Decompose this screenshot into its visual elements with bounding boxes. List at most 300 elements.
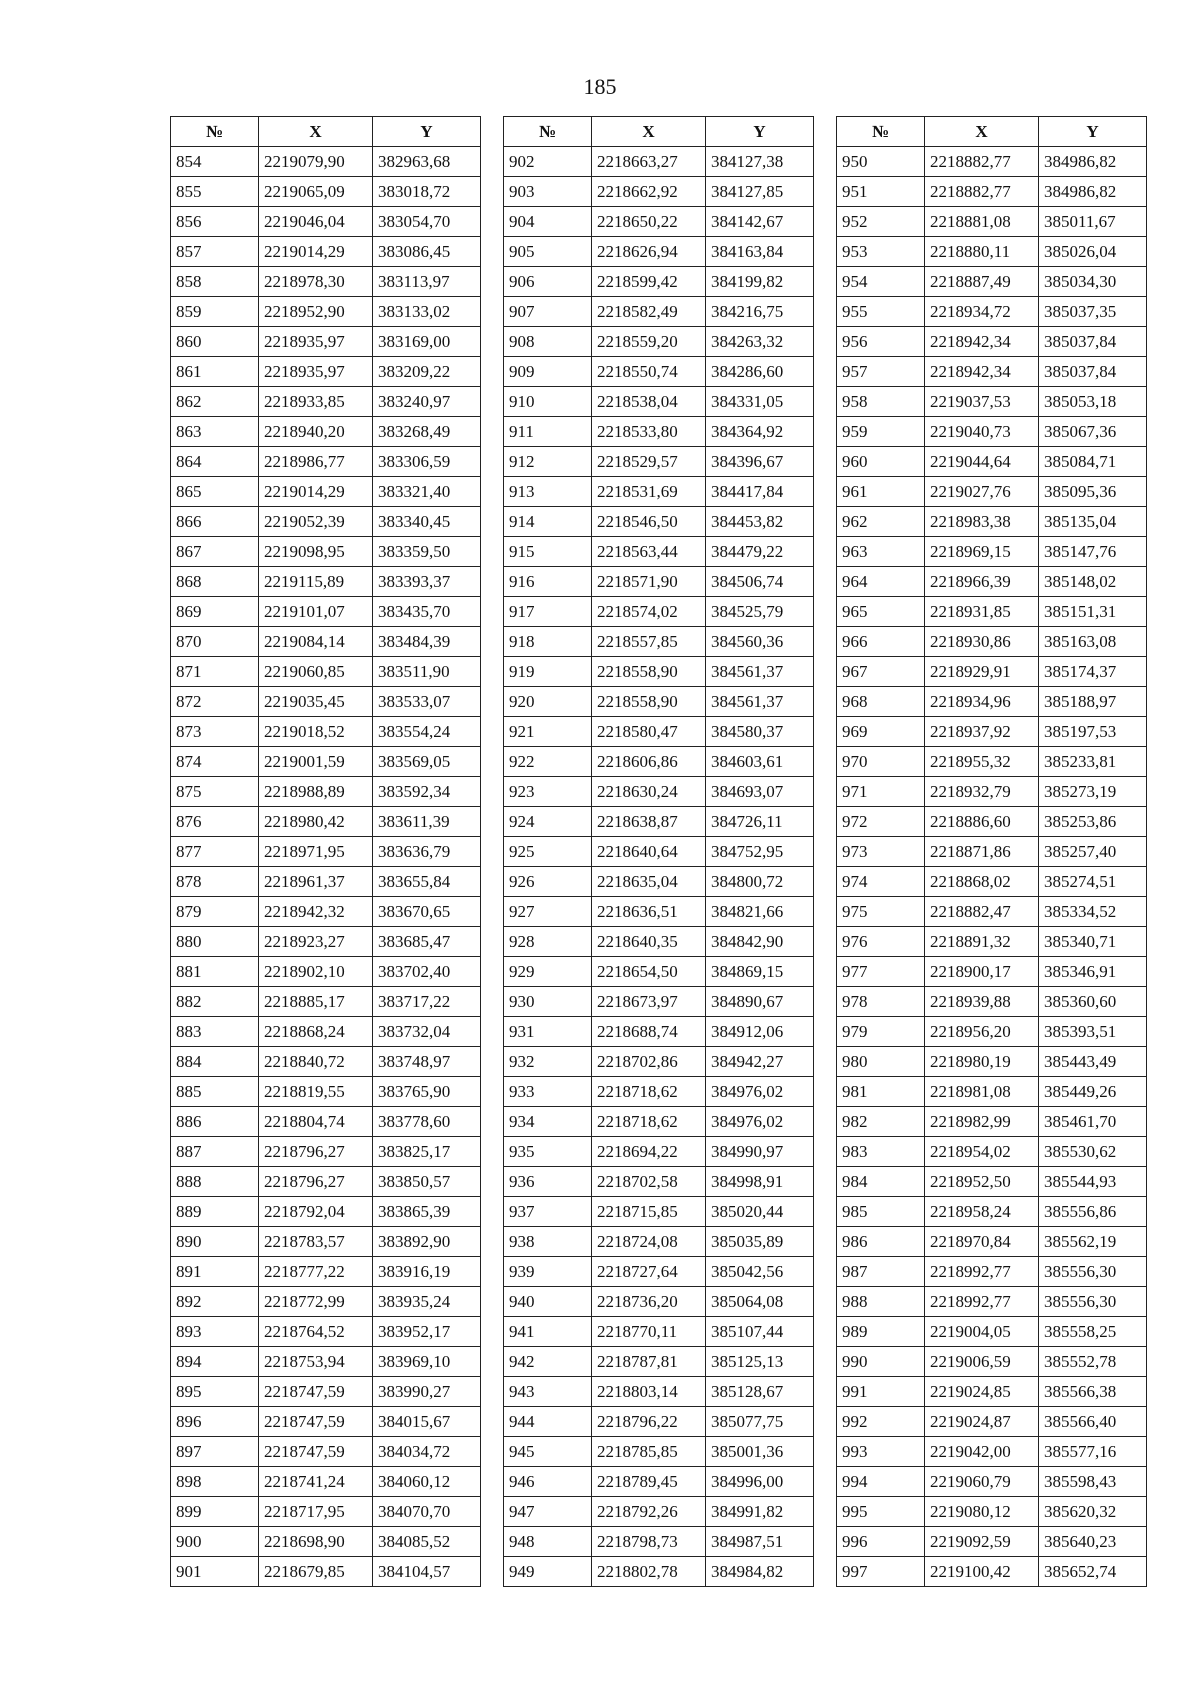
x-coordinate-cell: 2218942,34 — [925, 327, 1039, 357]
y-coordinate-cell: 384286,60 — [706, 357, 814, 387]
x-coordinate-cell: 2218900,17 — [925, 957, 1039, 987]
y-coordinate-cell: 384890,67 — [706, 987, 814, 1017]
table-row — [171, 1287, 481, 1317]
x-coordinate-cell: 2218971,95 — [259, 837, 373, 867]
y-coordinate-cell: 383825,17 — [373, 1137, 481, 1167]
y-coordinate-cell: 384976,02 — [706, 1107, 814, 1137]
y-coordinate-cell: 385556,30 — [1039, 1287, 1147, 1317]
y-coordinate-cell: 385135,04 — [1039, 507, 1147, 537]
x-coordinate-cell: 2218871,86 — [925, 837, 1039, 867]
table-row — [504, 627, 814, 657]
point-number-cell: 970 — [837, 747, 925, 777]
y-coordinate-cell: 383778,60 — [373, 1107, 481, 1137]
y-coordinate-cell: 385577,16 — [1039, 1437, 1147, 1467]
y-coordinate-cell: 383765,90 — [373, 1077, 481, 1107]
x-coordinate-cell: 2218640,35 — [592, 927, 706, 957]
table-row — [837, 927, 1147, 957]
y-coordinate-cell: 383732,04 — [373, 1017, 481, 1047]
point-number-cell: 950 — [837, 147, 925, 177]
table-row — [171, 897, 481, 927]
point-number-cell: 858 — [171, 267, 259, 297]
point-number-cell: 946 — [504, 1467, 592, 1497]
point-number-cell: 857 — [171, 237, 259, 267]
point-number-cell: 890 — [171, 1227, 259, 1257]
point-number-cell: 896 — [171, 1407, 259, 1437]
x-coordinate-cell: 2218626,94 — [592, 237, 706, 267]
table-row — [504, 207, 814, 237]
x-coordinate-cell: 2218978,30 — [259, 267, 373, 297]
y-coordinate-cell: 384800,72 — [706, 867, 814, 897]
point-number-cell: 996 — [837, 1527, 925, 1557]
point-number-cell: 995 — [837, 1497, 925, 1527]
point-number-cell: 953 — [837, 237, 925, 267]
table-body — [171, 147, 481, 1587]
point-number-cell: 974 — [837, 867, 925, 897]
point-number-cell: 900 — [171, 1527, 259, 1557]
point-number-cell: 899 — [171, 1497, 259, 1527]
y-coordinate-cell: 384417,84 — [706, 477, 814, 507]
table-row — [171, 1227, 481, 1257]
y-coordinate-cell: 385274,51 — [1039, 867, 1147, 897]
y-coordinate-cell: 383359,50 — [373, 537, 481, 567]
table-row — [837, 567, 1147, 597]
table-row — [837, 687, 1147, 717]
y-coordinate-cell: 384603,61 — [706, 747, 814, 777]
x-coordinate-cell: 2218582,49 — [592, 297, 706, 327]
point-number-cell: 937 — [504, 1197, 592, 1227]
point-number-cell: 856 — [171, 207, 259, 237]
point-number-cell: 945 — [504, 1437, 592, 1467]
x-coordinate-cell: 2218952,50 — [925, 1167, 1039, 1197]
table-row — [837, 1317, 1147, 1347]
x-coordinate-cell: 2219042,00 — [925, 1437, 1039, 1467]
point-number-cell: 877 — [171, 837, 259, 867]
table-row — [171, 627, 481, 657]
x-coordinate-cell: 2218840,72 — [259, 1047, 373, 1077]
x-coordinate-cell: 2219024,87 — [925, 1407, 1039, 1437]
point-number-cell: 960 — [837, 447, 925, 477]
x-coordinate-cell: 2218803,14 — [592, 1377, 706, 1407]
table-row — [504, 1287, 814, 1317]
point-number-cell: 941 — [504, 1317, 592, 1347]
y-coordinate-cell: 385544,93 — [1039, 1167, 1147, 1197]
x-coordinate-cell: 2218663,27 — [592, 147, 706, 177]
point-number-cell: 966 — [837, 627, 925, 657]
x-coordinate-cell: 2218969,15 — [925, 537, 1039, 567]
point-number-cell: 947 — [504, 1497, 592, 1527]
table-row — [504, 777, 814, 807]
table-row — [171, 1047, 481, 1077]
y-coordinate-cell: 383569,05 — [373, 747, 481, 777]
table-row — [504, 927, 814, 957]
table-row — [837, 897, 1147, 927]
x-coordinate-cell: 2218935,97 — [259, 357, 373, 387]
x-coordinate-cell: 2218931,85 — [925, 597, 1039, 627]
y-coordinate-cell: 383306,59 — [373, 447, 481, 477]
table-row — [837, 1557, 1147, 1587]
point-number-cell: 923 — [504, 777, 592, 807]
y-coordinate-cell: 385449,26 — [1039, 1077, 1147, 1107]
point-number-cell: 912 — [504, 447, 592, 477]
table-row — [171, 357, 481, 387]
x-coordinate-cell: 2218956,20 — [925, 1017, 1039, 1047]
point-number-cell: 880 — [171, 927, 259, 957]
y-coordinate-cell: 385067,36 — [1039, 417, 1147, 447]
x-coordinate-cell: 2218533,80 — [592, 417, 706, 447]
table-row — [171, 1077, 481, 1107]
point-number-cell: 932 — [504, 1047, 592, 1077]
x-coordinate-cell: 2219001,59 — [259, 747, 373, 777]
point-number-cell: 983 — [837, 1137, 925, 1167]
header-y: Y — [706, 117, 814, 147]
y-coordinate-cell: 384015,67 — [373, 1407, 481, 1437]
y-coordinate-cell: 384561,37 — [706, 657, 814, 687]
table-row — [837, 957, 1147, 987]
table-row — [837, 1347, 1147, 1377]
table-row — [837, 867, 1147, 897]
x-coordinate-cell: 2219040,73 — [925, 417, 1039, 447]
x-coordinate-cell: 2218747,59 — [259, 1407, 373, 1437]
table-row — [171, 1437, 481, 1467]
point-number-cell: 979 — [837, 1017, 925, 1047]
table-row — [504, 1167, 814, 1197]
point-number-cell: 993 — [837, 1437, 925, 1467]
y-coordinate-cell: 383702,40 — [373, 957, 481, 987]
x-coordinate-cell: 2218885,17 — [259, 987, 373, 1017]
table-row — [837, 657, 1147, 687]
table-row — [837, 627, 1147, 657]
x-coordinate-cell: 2218902,10 — [259, 957, 373, 987]
point-number-cell: 934 — [504, 1107, 592, 1137]
point-number-cell: 930 — [504, 987, 592, 1017]
x-coordinate-cell: 2218942,34 — [925, 357, 1039, 387]
table-row — [171, 207, 481, 237]
table-header-row — [171, 117, 481, 147]
y-coordinate-cell: 385566,38 — [1039, 1377, 1147, 1407]
x-coordinate-cell: 2218550,74 — [592, 357, 706, 387]
y-coordinate-cell: 383952,17 — [373, 1317, 481, 1347]
x-coordinate-cell: 2218717,95 — [259, 1497, 373, 1527]
y-coordinate-cell: 385077,75 — [706, 1407, 814, 1437]
point-number-cell: 982 — [837, 1107, 925, 1137]
point-number-cell: 906 — [504, 267, 592, 297]
point-number-cell: 882 — [171, 987, 259, 1017]
table-row — [171, 567, 481, 597]
y-coordinate-cell: 383133,02 — [373, 297, 481, 327]
point-number-cell: 868 — [171, 567, 259, 597]
point-number-cell: 895 — [171, 1377, 259, 1407]
point-number-cell: 968 — [837, 687, 925, 717]
point-number-cell: 948 — [504, 1527, 592, 1557]
x-coordinate-cell: 2219027,76 — [925, 477, 1039, 507]
x-coordinate-cell: 2218952,90 — [259, 297, 373, 327]
x-coordinate-cell: 2218789,45 — [592, 1467, 706, 1497]
table-row — [504, 147, 814, 177]
y-coordinate-cell: 385233,81 — [1039, 747, 1147, 777]
y-coordinate-cell: 384996,00 — [706, 1467, 814, 1497]
y-coordinate-cell: 385257,40 — [1039, 837, 1147, 867]
table-row — [837, 447, 1147, 477]
table-row — [171, 597, 481, 627]
y-coordinate-cell: 385148,02 — [1039, 567, 1147, 597]
y-coordinate-cell: 384396,67 — [706, 447, 814, 477]
table-row — [171, 1107, 481, 1137]
y-coordinate-cell: 385530,62 — [1039, 1137, 1147, 1167]
point-number-cell: 870 — [171, 627, 259, 657]
x-coordinate-cell: 2219052,39 — [259, 507, 373, 537]
table-row — [504, 237, 814, 267]
y-coordinate-cell: 384216,75 — [706, 297, 814, 327]
table-row — [171, 1257, 481, 1287]
point-number-cell: 917 — [504, 597, 592, 627]
table-row — [504, 1347, 814, 1377]
x-coordinate-cell: 2218970,84 — [925, 1227, 1039, 1257]
table-row — [171, 1317, 481, 1347]
point-number-cell: 909 — [504, 357, 592, 387]
y-coordinate-cell: 385197,53 — [1039, 717, 1147, 747]
y-coordinate-cell: 385128,67 — [706, 1377, 814, 1407]
x-coordinate-cell: 2218958,24 — [925, 1197, 1039, 1227]
x-coordinate-cell: 2218980,42 — [259, 807, 373, 837]
point-number-cell: 872 — [171, 687, 259, 717]
table-row — [171, 327, 481, 357]
table-row — [171, 777, 481, 807]
table-row — [837, 357, 1147, 387]
y-coordinate-cell: 385163,08 — [1039, 627, 1147, 657]
y-coordinate-cell: 383990,27 — [373, 1377, 481, 1407]
table-row — [171, 1527, 481, 1557]
y-coordinate-cell: 383484,39 — [373, 627, 481, 657]
x-coordinate-cell: 2218942,32 — [259, 897, 373, 927]
y-coordinate-cell: 385652,74 — [1039, 1557, 1147, 1587]
table-row — [837, 177, 1147, 207]
table-row — [504, 1377, 814, 1407]
table-row — [171, 1497, 481, 1527]
y-coordinate-cell: 383340,45 — [373, 507, 481, 537]
table-row — [504, 1107, 814, 1137]
point-number-cell: 908 — [504, 327, 592, 357]
x-coordinate-cell: 2219035,45 — [259, 687, 373, 717]
point-number-cell: 924 — [504, 807, 592, 837]
page-number: 185 — [583, 74, 617, 99]
y-coordinate-cell: 384263,32 — [706, 327, 814, 357]
x-coordinate-cell: 2218980,19 — [925, 1047, 1039, 1077]
y-coordinate-cell: 384034,72 — [373, 1437, 481, 1467]
table-row — [837, 1047, 1147, 1077]
point-number-cell: 910 — [504, 387, 592, 417]
table-row — [504, 1527, 814, 1557]
x-coordinate-cell: 2218992,77 — [925, 1287, 1039, 1317]
point-number-cell: 984 — [837, 1167, 925, 1197]
table-row — [837, 237, 1147, 267]
point-number-cell: 883 — [171, 1017, 259, 1047]
table-row — [837, 207, 1147, 237]
table-row — [504, 1407, 814, 1437]
table-body — [837, 147, 1147, 1587]
table-row — [171, 1407, 481, 1437]
table-row — [837, 807, 1147, 837]
point-number-cell: 864 — [171, 447, 259, 477]
x-coordinate-cell: 2219080,12 — [925, 1497, 1039, 1527]
y-coordinate-cell: 383670,65 — [373, 897, 481, 927]
x-coordinate-cell: 2219004,05 — [925, 1317, 1039, 1347]
y-coordinate-cell: 384976,02 — [706, 1077, 814, 1107]
y-coordinate-cell: 383240,97 — [373, 387, 481, 417]
y-coordinate-cell: 384912,06 — [706, 1017, 814, 1047]
point-number-cell: 927 — [504, 897, 592, 927]
x-coordinate-cell: 2218881,08 — [925, 207, 1039, 237]
y-coordinate-cell: 383892,90 — [373, 1227, 481, 1257]
y-coordinate-cell: 383511,90 — [373, 657, 481, 687]
table-row — [504, 1497, 814, 1527]
point-number-cell: 969 — [837, 717, 925, 747]
point-number-cell: 943 — [504, 1377, 592, 1407]
table-row — [837, 747, 1147, 777]
table-row — [171, 447, 481, 477]
table-row — [837, 267, 1147, 297]
x-coordinate-cell: 2218772,99 — [259, 1287, 373, 1317]
x-coordinate-cell: 2218662,92 — [592, 177, 706, 207]
point-number-cell: 916 — [504, 567, 592, 597]
table-row — [837, 987, 1147, 1017]
y-coordinate-cell: 384085,52 — [373, 1527, 481, 1557]
y-coordinate-cell: 384869,15 — [706, 957, 814, 987]
header-y: Y — [373, 117, 481, 147]
x-coordinate-cell: 2218571,90 — [592, 567, 706, 597]
y-coordinate-cell: 383169,00 — [373, 327, 481, 357]
y-coordinate-cell: 383592,34 — [373, 777, 481, 807]
x-coordinate-cell: 2218986,77 — [259, 447, 373, 477]
x-coordinate-cell: 2219018,52 — [259, 717, 373, 747]
y-coordinate-cell: 384142,67 — [706, 207, 814, 237]
table-row — [171, 1167, 481, 1197]
x-coordinate-cell: 2219006,59 — [925, 1347, 1039, 1377]
point-number-cell: 867 — [171, 537, 259, 567]
y-coordinate-cell: 385151,31 — [1039, 597, 1147, 627]
x-coordinate-cell: 2218654,50 — [592, 957, 706, 987]
point-number-cell: 965 — [837, 597, 925, 627]
point-number-cell: 973 — [837, 837, 925, 867]
table-row — [504, 1557, 814, 1587]
point-number-cell: 876 — [171, 807, 259, 837]
point-number-cell: 978 — [837, 987, 925, 1017]
x-coordinate-cell: 2218796,27 — [259, 1137, 373, 1167]
point-number-cell: 887 — [171, 1137, 259, 1167]
point-number-cell: 926 — [504, 867, 592, 897]
x-coordinate-cell: 2218940,20 — [259, 417, 373, 447]
x-coordinate-cell: 2218770,11 — [592, 1317, 706, 1347]
table-row — [504, 447, 814, 477]
table-row — [837, 1407, 1147, 1437]
table-row — [837, 1287, 1147, 1317]
x-coordinate-cell: 2218606,86 — [592, 747, 706, 777]
y-coordinate-cell: 385340,71 — [1039, 927, 1147, 957]
point-number-cell: 933 — [504, 1077, 592, 1107]
x-coordinate-cell: 2219060,79 — [925, 1467, 1039, 1497]
point-number-cell: 939 — [504, 1257, 592, 1287]
point-number-cell: 920 — [504, 687, 592, 717]
x-coordinate-cell: 2218546,50 — [592, 507, 706, 537]
table-row — [504, 687, 814, 717]
table-row — [504, 867, 814, 897]
table-row — [171, 1347, 481, 1377]
y-coordinate-cell: 384453,82 — [706, 507, 814, 537]
point-number-cell: 915 — [504, 537, 592, 567]
y-coordinate-cell: 384991,82 — [706, 1497, 814, 1527]
table-row — [171, 507, 481, 537]
point-number-cell: 971 — [837, 777, 925, 807]
point-number-cell: 935 — [504, 1137, 592, 1167]
table-row — [171, 297, 481, 327]
table-row — [171, 657, 481, 687]
y-coordinate-cell: 383268,49 — [373, 417, 481, 447]
y-coordinate-cell: 382963,68 — [373, 147, 481, 177]
point-number-cell: 885 — [171, 1077, 259, 1107]
point-number-cell: 922 — [504, 747, 592, 777]
table-row — [504, 1047, 814, 1077]
y-coordinate-cell: 384987,51 — [706, 1527, 814, 1557]
point-number-cell: 860 — [171, 327, 259, 357]
x-coordinate-cell: 2218531,69 — [592, 477, 706, 507]
table-row — [504, 597, 814, 627]
point-number-cell: 863 — [171, 417, 259, 447]
point-number-cell: 929 — [504, 957, 592, 987]
table-row — [837, 1257, 1147, 1287]
x-coordinate-cell: 2219024,85 — [925, 1377, 1039, 1407]
header-x: X — [259, 117, 373, 147]
table-row — [504, 1017, 814, 1047]
table-row — [171, 537, 481, 567]
table-row — [504, 327, 814, 357]
table-row — [171, 1197, 481, 1227]
x-coordinate-cell: 2219098,95 — [259, 537, 373, 567]
y-coordinate-cell: 385107,44 — [706, 1317, 814, 1347]
table-row — [837, 837, 1147, 867]
x-coordinate-cell: 2218727,64 — [592, 1257, 706, 1287]
table-row — [837, 777, 1147, 807]
point-number-cell: 955 — [837, 297, 925, 327]
table-row — [171, 267, 481, 297]
table-header-row — [837, 117, 1147, 147]
table-row — [171, 687, 481, 717]
x-coordinate-cell: 2218868,24 — [259, 1017, 373, 1047]
table-row — [504, 387, 814, 417]
y-coordinate-cell: 384525,79 — [706, 597, 814, 627]
y-coordinate-cell: 385360,60 — [1039, 987, 1147, 1017]
y-coordinate-cell: 383393,37 — [373, 567, 481, 597]
table-row — [837, 417, 1147, 447]
x-coordinate-cell: 2219065,09 — [259, 177, 373, 207]
point-number-cell: 893 — [171, 1317, 259, 1347]
x-coordinate-cell: 2218934,96 — [925, 687, 1039, 717]
x-coordinate-cell: 2218650,22 — [592, 207, 706, 237]
y-coordinate-cell: 385011,67 — [1039, 207, 1147, 237]
x-coordinate-cell: 2219060,85 — [259, 657, 373, 687]
y-coordinate-cell: 383717,22 — [373, 987, 481, 1017]
y-coordinate-cell: 385064,08 — [706, 1287, 814, 1317]
table-row — [504, 537, 814, 567]
x-coordinate-cell: 2218679,85 — [259, 1557, 373, 1587]
point-number-cell: 884 — [171, 1047, 259, 1077]
y-coordinate-cell: 385125,13 — [706, 1347, 814, 1377]
x-coordinate-cell: 2218955,32 — [925, 747, 1039, 777]
y-coordinate-cell: 384693,07 — [706, 777, 814, 807]
y-coordinate-cell: 385174,37 — [1039, 657, 1147, 687]
point-number-cell: 985 — [837, 1197, 925, 1227]
point-number-cell: 991 — [837, 1377, 925, 1407]
point-number-cell: 913 — [504, 477, 592, 507]
x-coordinate-cell: 2218635,04 — [592, 867, 706, 897]
